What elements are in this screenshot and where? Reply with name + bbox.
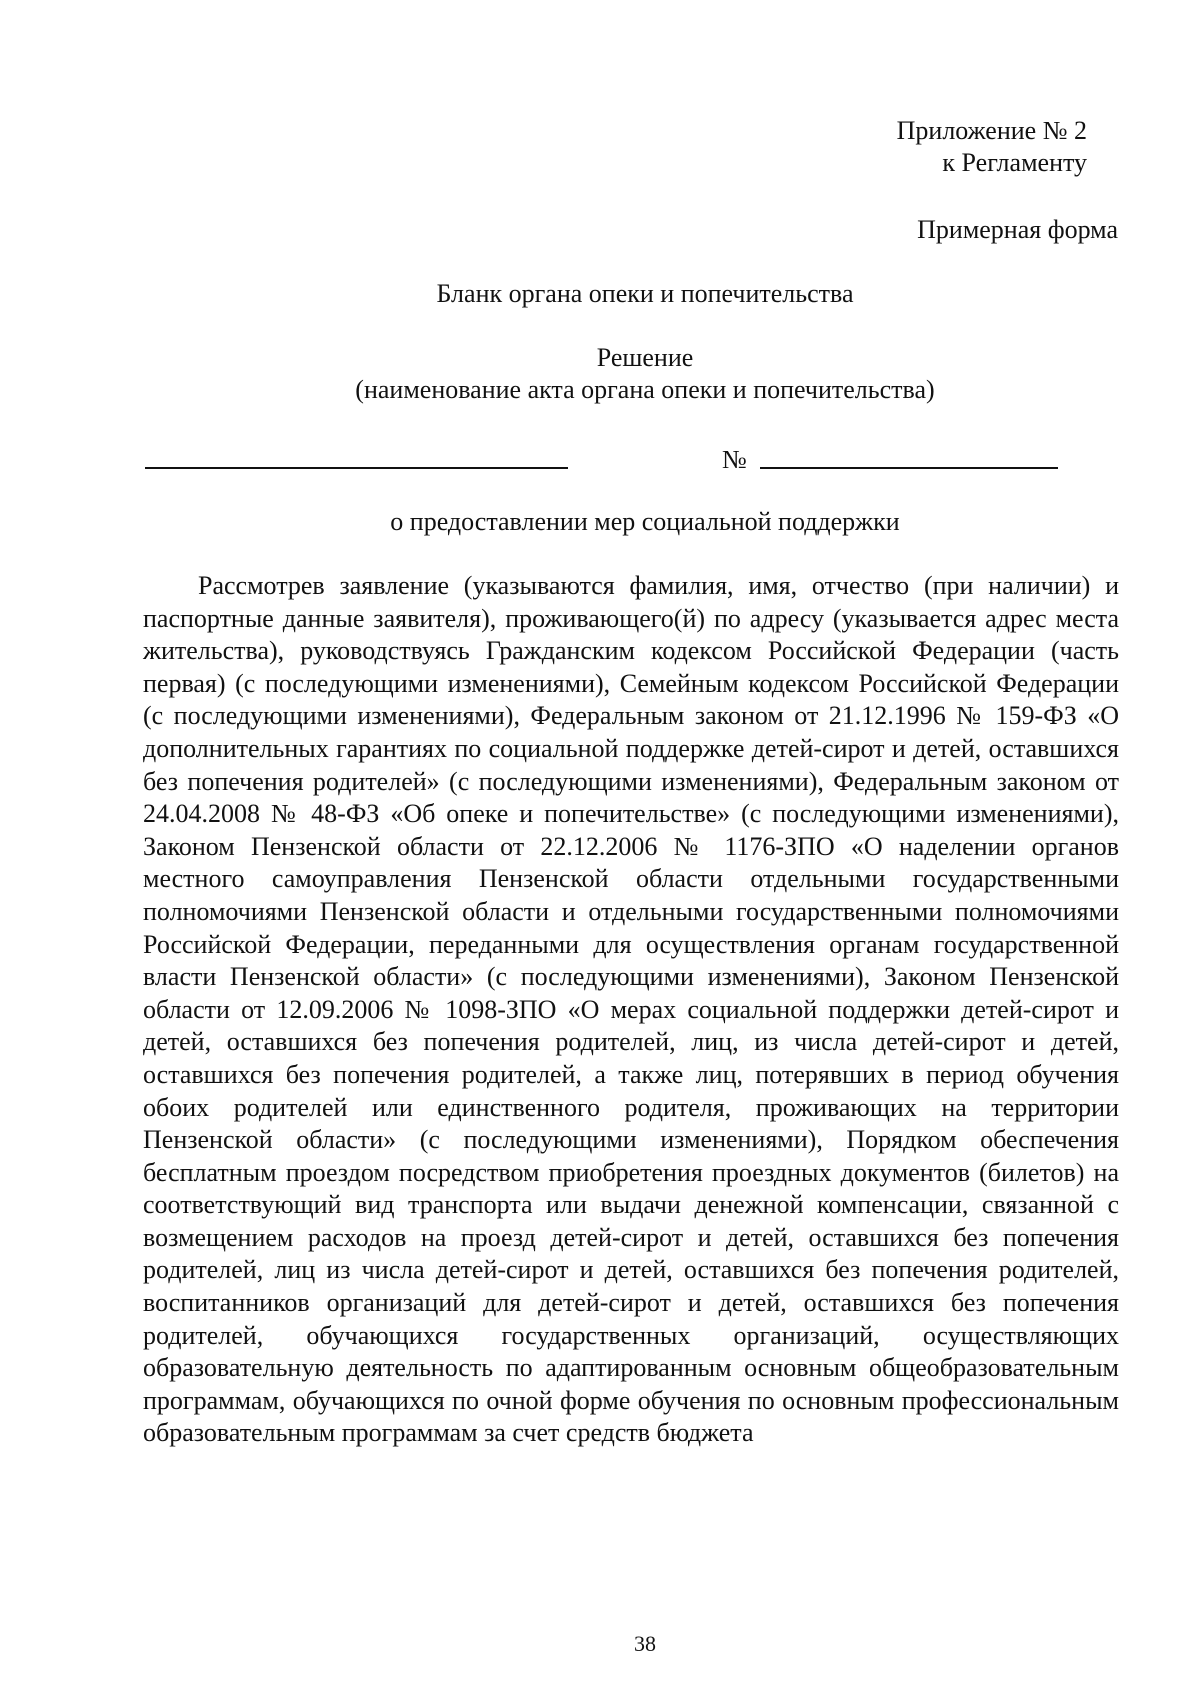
number-sign: № — [722, 445, 747, 474]
body-paragraph: Рассмотрев заявление (указываются фамилия, имя, отчество (при наличии) и паспортные данные заявителя), проживающего(й) по адресу (указывается адрес места жительства), руководствуясь Гражданским кодексом Российской Федерации (часть первая) (с последующими изменениями), Семейным кодексом Российской Федерации (с последующими изменениями), Федеральным законом от 21.12.1996 № 159-ФЗ «О дополнительных гарантиях по социальной поддержке детей-сирот и детей, оставшихся без попечения родителей» (с последующими изменениями), Федеральным законом от 24.04.2008 № 48-ФЗ «Об опеке и попечительстве» (с последующими изменениями), Законом Пензенской области от 22.12.2006 № 1176-ЗПО «О наделении органов местного самоуправления Пензенской области отдельными государственными полномочиями Пензенской области и отдельными государственными полномочиями Российской Федерации, переданными для осуществления органам государственной власти Пензенской области» (с последующими изменениями), Законом Пензенской области от 12.09.2006 № 1098-ЗПО «О мерах социальной поддержки детей-сирот и детей, оставшихся без попечения родителей, лиц, из числа детей-сирот и детей, оставшихся без попечения родителей, а также лиц, потерявших в период обучения обоих родителей или единственного родителя, проживающих на территории Пензенской области» (с последующими изменениями), Порядком обеспечения бесплатным проездом посредством приобретения проездных документов (билетов) на соответствующий вид транспорта или выдачи денежной компенсации, связанной с возмещением расходов на проезд детей-сирот и детей, оставшихся без попечения родителей, лиц из числа детей-сирот и детей, оставшихся без попечения родителей, воспитанников организаций для детей-сирот и детей, оставшихся без попечения родителей, обучающихся государственных организаций, осуществляющих образовательную деятельность по адаптированным основным общеобразовательным программам, обучающихся по очной форме обучения по основным профессиональным образовательным программам за счет средств бюджета — [143, 571, 1119, 1448]
date-blank-line — [145, 467, 568, 469]
appendix-reference — [897, 115, 1087, 179]
blank-header: Бланк органа опеки и попечительства — [436, 279, 854, 308]
appendix-regulation: к Регламенту — [942, 148, 1087, 177]
document-title: Решение — [596, 343, 694, 372]
document-subtitle: (наименование акта органа опеки и попечительства) — [355, 375, 935, 404]
page-number: 38 — [634, 1631, 656, 1656]
document-subject: о предоставлении мер социальной поддержки — [390, 507, 900, 536]
appendix-number: Приложение № 2 — [896, 116, 1087, 145]
number-blank-line — [760, 467, 1058, 469]
form-note: Примерная форма — [917, 215, 1118, 244]
